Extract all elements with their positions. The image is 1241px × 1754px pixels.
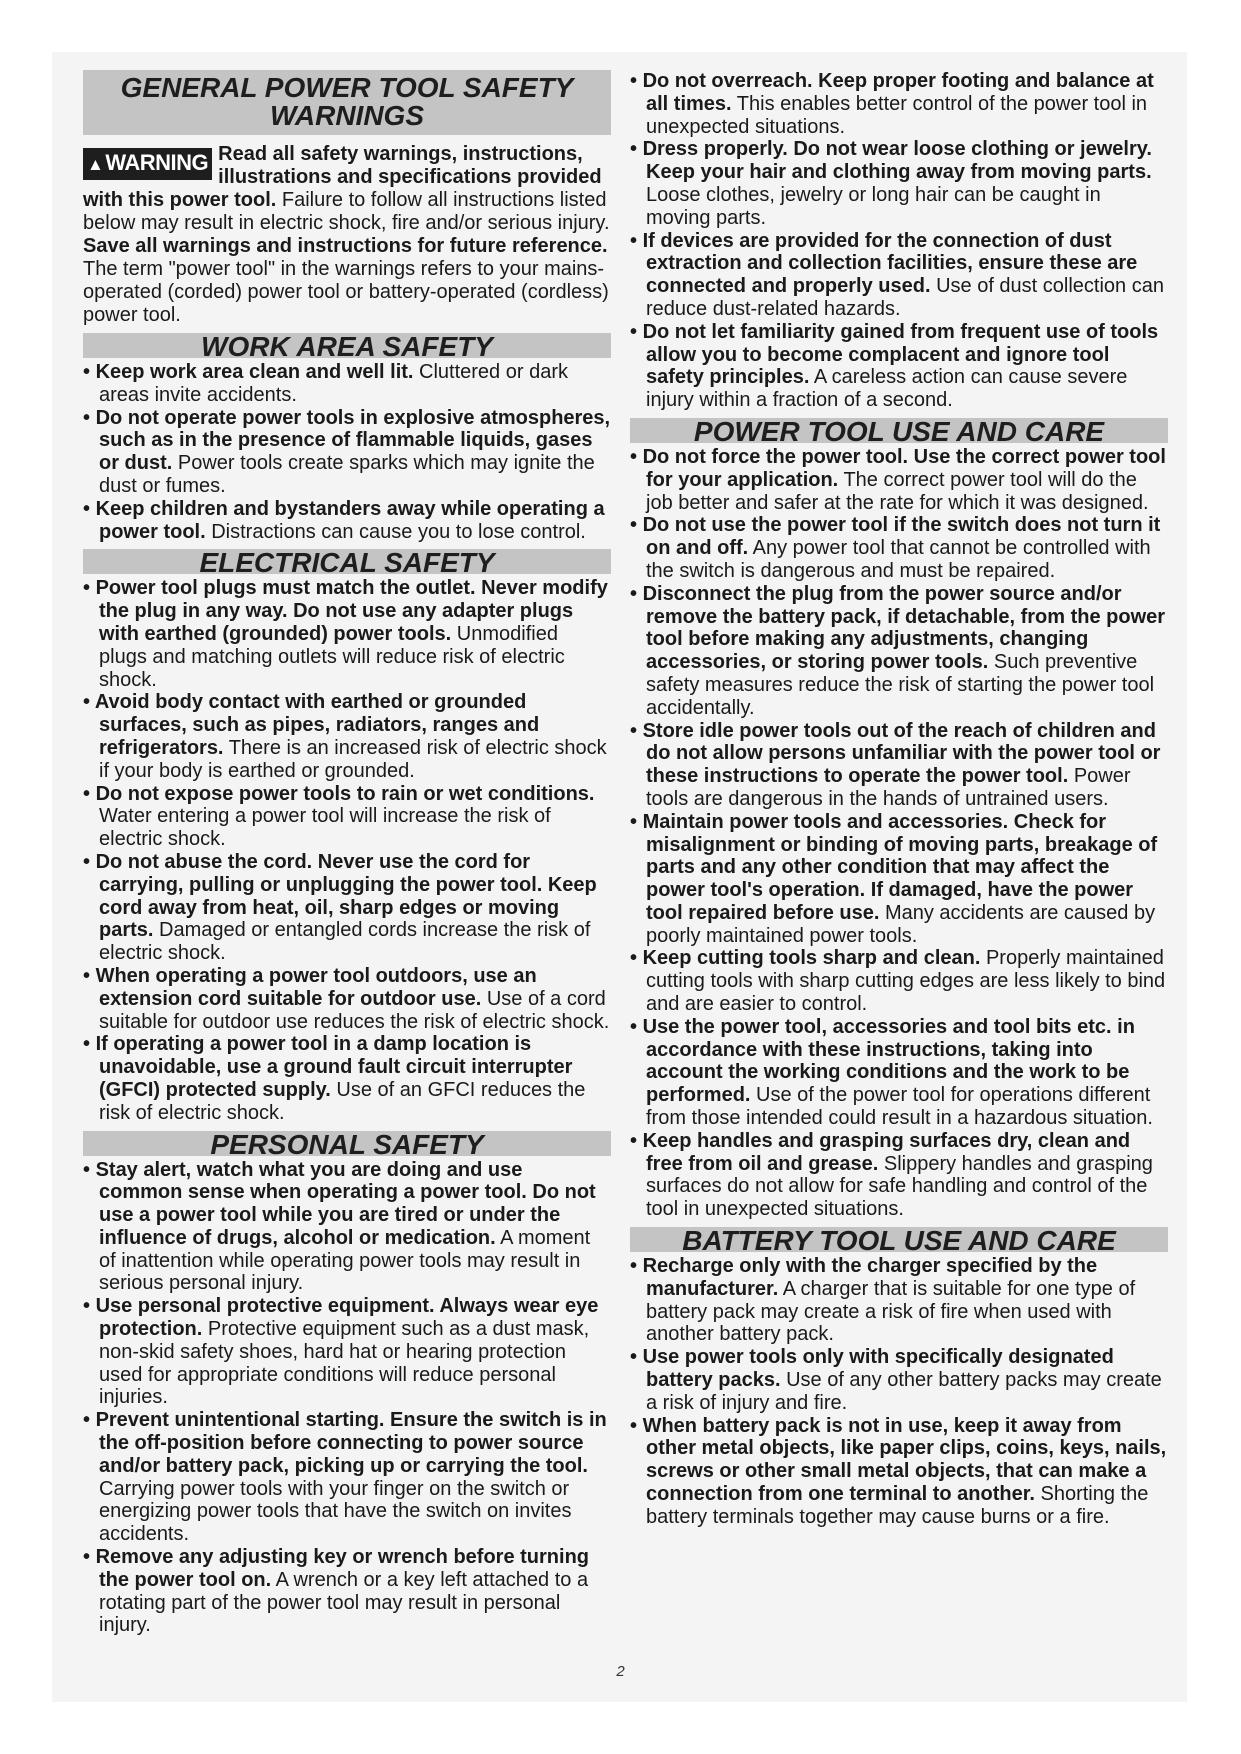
- item-bold: Keep work area clean and well lit.: [95, 361, 414, 383]
- item-bold: Store idle power tools out of the reach of children and do not allow persons unfamiliar with the power tool or these instructions to operate the power tool.: [642, 719, 1161, 788]
- item-text: Distractions can cause you to lose control.: [205, 520, 586, 543]
- item-bold: Remove any adjusting key or wrench before turning the power tool on.: [95, 1546, 589, 1591]
- item-text: Power tools create sparks which may ignite the dust or fumes.: [99, 452, 595, 497]
- list-item: [83, 577, 611, 691]
- list-item: [83, 851, 611, 965]
- list-item: [83, 783, 611, 851]
- item-text: Use of any other battery packs may create a risk of injury and fire.: [646, 1369, 1162, 1414]
- electrical-list: [83, 577, 611, 1124]
- list-item: [83, 361, 611, 407]
- section-title-work-area: WORK AREA SAFETY: [83, 333, 611, 358]
- item-text: Use of the power tool for operations different from those intended could result in a hazardous situation.: [646, 1084, 1153, 1130]
- item-bold: When battery pack is not in use, keep it away from other metal objects, like paper clips, coins, keys, nails, screws or other small metal objects, that can make a connection from one terminal to another.: [642, 1414, 1167, 1506]
- list-item: [83, 407, 611, 498]
- left-column: [83, 70, 611, 1637]
- item-bold: Stay alert, watch what you are doing and use common sense when operating a power tool. Do not use a power tool while you are tired or under the influence of drugs, alcohol or medication.: [95, 1158, 596, 1249]
- item-text: Unmodified plugs and matching outlets will reduce risk of electric shock.: [99, 622, 565, 691]
- section-title-electrical: ELECTRICAL SAFETY: [83, 549, 611, 574]
- list-item: [83, 1159, 611, 1296]
- main-title: GENERAL POWER TOOL SAFETY WARNINGS: [83, 70, 611, 135]
- list-item: [83, 1033, 611, 1124]
- list-item: [83, 1409, 611, 1546]
- list-item: [630, 1346, 1168, 1414]
- item-text: Carrying power tools with your finger on the switch or energizing power tools that have the switch on invites accidents.: [99, 1477, 572, 1546]
- work-area-list: [83, 361, 611, 543]
- warning-label: WARNING: [105, 150, 209, 175]
- intro-paragraph: [83, 143, 611, 327]
- intro-text-1: Failure to follow all instructions listed below may result in electric shock, fire and/or serious injury.: [83, 189, 610, 234]
- item-text: A careless action can cause severe injury within a fraction of a second.: [646, 366, 1128, 412]
- personal-list-left: [83, 1159, 611, 1638]
- item-text: Many accidents are caused by poorly maintained power tools.: [646, 901, 1156, 947]
- item-text: Properly maintained cutting tools with sharp cutting edges are less likely to bind and are easier to control.: [646, 947, 1166, 1016]
- item-bold: If devices are provided for the connection of dust extraction and collection facilities, ensure these are connected and properly used.: [642, 229, 1138, 298]
- intro-bold-1: Read all safety warnings, instructions, illustrations and specifications provided with this power tool.: [83, 143, 602, 211]
- personal-list-right: [630, 70, 1168, 412]
- item-text: Water entering a power tool will increase the risk of electric shock.: [99, 805, 551, 851]
- list-item: [630, 720, 1168, 811]
- list-item: [83, 498, 611, 544]
- item-text: Use of a cord suitable for outdoor use reduces the risk of electric shock.: [99, 987, 610, 1033]
- item-bold: Disconnect the plug from the power source and/or remove the battery pack, if detachable, from the power tool before making any adjustments, changing accessories, or storing power tools.: [642, 582, 1166, 674]
- list-item: [630, 230, 1168, 321]
- item-bold: When operating a power tool outdoors, use an extension cord suitable for outdoor use.: [95, 964, 537, 1010]
- list-item: [630, 1255, 1168, 1346]
- page-number: 2: [616, 1663, 625, 1680]
- list-item: [630, 1415, 1168, 1529]
- list-item: [630, 1016, 1168, 1130]
- section-title-battery: BATTERY TOOL USE AND CARE: [630, 1227, 1168, 1252]
- item-text: Damaged or entangled cords increase the risk of electric shock.: [99, 919, 591, 965]
- item-text: Use of dust collection can reduce dust-related hazards.: [646, 275, 1164, 320]
- list-item: [630, 446, 1168, 514]
- list-item: [630, 321, 1168, 412]
- item-bold: Dress properly. Do not wear loose clothing or jewelry. Keep your hair and clothing away from moving parts.: [642, 138, 1152, 184]
- item-text: Loose clothes, jewelry or long hair can be caught in moving parts.: [646, 183, 1101, 229]
- list-item: [630, 811, 1168, 948]
- item-text: Slippery handles and grasping surfaces do not allow for safe handling and control of the tool in unexpected situations.: [646, 1152, 1153, 1221]
- item-bold: Do not abuse the cord. Never use the cord for carrying, pulling or unplugging the power tool. Keep cord away from heat, oil, sharp edges or moving parts.: [95, 850, 597, 942]
- item-text: Any power tool that cannot be controlled with the switch is dangerous and must be repaired.: [646, 537, 1151, 582]
- list-item: [83, 691, 611, 782]
- item-bold: Do not overreach. Keep proper footing and balance at all times.: [642, 70, 1154, 115]
- item-bold: Use personal protective equipment. Always wear eye protection.: [95, 1295, 599, 1341]
- item-bold: Prevent unintentional starting. Ensure the switch is in the off-position before connecting to power source and/or battery pack, picking up or carrying the tool.: [95, 1409, 607, 1477]
- list-item: [630, 70, 1168, 138]
- tool-use-list: [630, 446, 1168, 1221]
- item-bold: Use the power tool, accessories and tool bits etc. in accordance with these instructions, taking into account the working conditions and the work to be performed.: [642, 1015, 1135, 1107]
- intro-text-2: The term "power tool" in the warnings refers to your mains-operated (corded) power tool or battery-operated (cordless) power tool.: [83, 258, 609, 326]
- section-title-tool-use: POWER TOOL USE AND CARE: [630, 418, 1168, 443]
- item-text: The correct power tool will do the job better and safer at the rate for which it was designed.: [646, 468, 1149, 514]
- item-bold: Do not use the power tool if the switch does not turn it on and off.: [642, 514, 1161, 560]
- item-text: Shorting the battery terminals together may cause burns or a fire.: [646, 1483, 1149, 1528]
- intro-bold-2: Save all warnings and instructions for future reference.: [83, 235, 608, 257]
- item-bold: If operating a power tool in a damp location is unavoidable, use a ground fault circuit interrupter (GFCI) protected supply.: [95, 1033, 573, 1101]
- item-bold: Power tool plugs must match the outlet. Never modify the plug in any way. Do not use any adapter plugs with earthed (grounded) power tools.: [95, 577, 608, 645]
- section-title-personal: PERSONAL SAFETY: [83, 1131, 611, 1156]
- item-bold: Avoid body contact with earthed or grounded surfaces, such as pipes, radiators, ranges and refrigerators.: [94, 691, 540, 759]
- list-item: [630, 583, 1168, 720]
- item-text: Cluttered or dark areas invite accidents.: [99, 361, 568, 406]
- item-bold: Keep cutting tools sharp and clean.: [642, 947, 981, 970]
- list-item: [83, 1546, 611, 1637]
- item-text: Power tools are dangerous in the hands of untrained users.: [646, 765, 1131, 810]
- warning-triangle-icon: ▲: [87, 155, 104, 174]
- item-text: There is an increased risk of electric shock if your body is earthed or grounded.: [99, 736, 607, 782]
- item-text: This enables better control of the power tool in unexpected situations.: [646, 92, 1148, 138]
- item-text: Such preventive safety measures reduce the risk of starting the power tool accidentally.: [646, 651, 1155, 719]
- list-item: [83, 1295, 611, 1409]
- battery-list: [630, 1255, 1168, 1529]
- right-column: [630, 70, 1168, 1529]
- item-bold: Use power tools only with specifically designated battery packs.: [642, 1346, 1114, 1392]
- item-bold: Do not force the power tool. Use the correct power tool for your application.: [642, 445, 1166, 491]
- item-bold: Maintain power tools and accessories. Check for misalignment or binding of moving parts, breakage of parts and any other condition that may affect the power tool's operation. If damaged, have the power tool repaired before use.: [642, 810, 1158, 924]
- item-text: A moment of inattention while operating power tools may result in serious personal injury.: [99, 1226, 591, 1295]
- list-item: [630, 1130, 1168, 1221]
- list-item: [630, 514, 1168, 582]
- item-text: A charger that is suitable for one type of battery pack may create a risk of fire when used with another battery pack.: [646, 1277, 1136, 1346]
- warning-badge: [83, 148, 212, 180]
- item-bold: Recharge only with the charger specified by the manufacturer.: [642, 1255, 1098, 1300]
- item-text: A wrench or a key left attached to a rotating part of the power tool may result in personal injury.: [99, 1568, 589, 1637]
- item-bold: Do not let familiarity gained from frequent use of tools allow you to become complacent and ignore tool safety principles.: [642, 320, 1159, 389]
- list-item: [630, 947, 1168, 1015]
- item-bold: Do not operate power tools in explosive atmospheres, such as in the presence of flammable liquids, gases or dust.: [95, 406, 611, 475]
- item-bold: Keep children and bystanders away while operating a power tool.: [95, 497, 605, 543]
- item-bold: Do not expose power tools to rain or wet conditions.: [95, 782, 595, 805]
- item-text: Use of an GFCI reduces the risk of electric shock.: [99, 1078, 586, 1124]
- item-text: Protective equipment such as a dust mask, non-skid safety shoes, hard hat or hearing protection used for appropriate conditions will reduce personal injuries.: [99, 1318, 590, 1409]
- list-item: [630, 138, 1168, 229]
- list-item: [83, 965, 611, 1033]
- item-bold: Keep handles and grasping surfaces dry, clean and free from oil and grease.: [642, 1129, 1131, 1175]
